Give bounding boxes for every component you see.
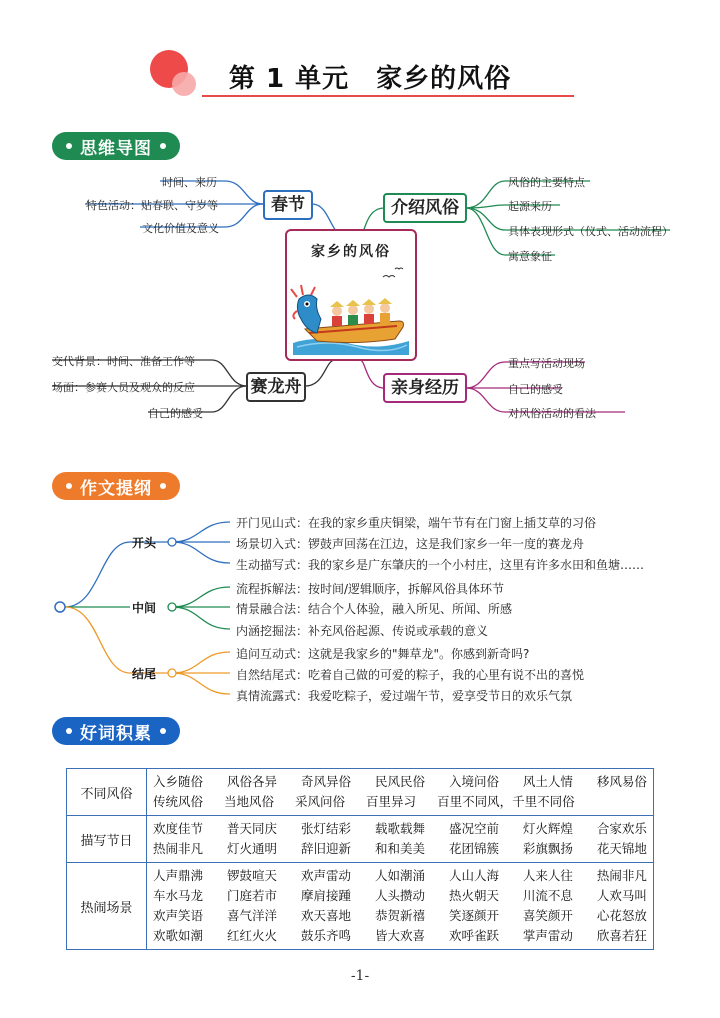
outline-kaitou-item: 生动描写式：我的家乡是广东肇庆的一个小村庄，这里有许多水田和鱼塘…… [236,558,645,572]
table-row [67,816,654,863]
vocab-word-row [153,866,647,886]
section-outline-label: 作文提纲 [80,478,152,499]
outline-zhongjian-item: 情景融合法：结合个人体验，融入所见、所闻、所感 [236,602,513,616]
mindmap-qinshen-item: 自己的感受 [508,383,563,396]
mindmap-jieshao-item: 风俗的主要特点 [508,176,585,189]
vocab-word: 摩肩接踵 [300,888,351,903]
outline-zhongjian-item: 流程拆解法：按时间/逻辑顺序，拆解风俗具体环节 [236,582,505,596]
vocab-words [147,816,654,863]
vocab-category: 热闹场景 [67,863,147,950]
vocab-word: 张灯结彩 [300,821,351,836]
vocab-word: 热火朝天 [448,888,499,903]
vocab-word: 喜气洋洋 [226,908,277,923]
vocab-word: 欢天喜地 [300,908,351,923]
vocab-word: 红红火火 [226,928,277,943]
vocab-word: 欢呼雀跃 [448,928,499,943]
dot-icon [66,483,72,489]
vocab-word: 普天同庆 [226,821,277,836]
vocab-word-row [153,792,647,812]
section-mindmap-label: 思维导图 [80,138,152,159]
table-row [67,863,654,950]
section-vocab-label: 好词积累 [80,723,152,744]
vocab-word: 皆大欢喜 [374,928,425,943]
vocab-word: 灯火辉煌 [522,821,573,836]
vocab-word: 欢度佳节 [153,821,204,836]
dragon-boat-illustration [287,259,415,359]
outline-node-jiewei: 结尾 [132,667,157,681]
vocab-word: 百里异习 [366,794,417,809]
table-row [67,769,654,816]
outline-kaitou-item: 场景切入式：锣鼓声回荡在江边，这是我们家乡一年一度的赛龙舟 [236,537,585,551]
vocab-word: 载歌载舞 [374,821,425,836]
outline-node-zhongjian: 中间 [132,601,157,615]
mindmap-jieshao-item: 寓意象征 [508,250,552,263]
section-outline-badge [52,472,180,500]
vocab-word: 采风问俗 [295,794,346,809]
vocab-word: 笑逐颜开 [448,908,499,923]
mindmap-sailongzhou-item: 自己的感受 [148,407,203,420]
vocab-word: 花团锦簇 [448,841,499,856]
mindmap-node-sailongzhou: 赛龙舟 [246,372,306,402]
vocab-word: 人来人往 [522,868,573,883]
vocab-word: 鼓乐齐鸣 [300,928,351,943]
dot-icon [160,483,166,489]
vocab-word: 人头攒动 [374,888,425,903]
vocab-word: 门庭若市 [226,888,277,903]
vocab-word: 欢声笑语 [153,908,204,923]
mindmap-node-qinshen: 亲身经历 [383,373,467,403]
vocab-category: 不同风俗 [67,769,147,816]
mindmap-chunjie-item: 特色活动：贴春联、守岁等 [86,199,218,212]
outline-jiewei-item: 追问互动式：这就是我家乡的"舞草龙"。你感到新奇吗? [236,647,530,661]
vocab-word: 移风易俗 [596,774,647,789]
vocab-word: 人如潮涌 [374,868,425,883]
vocab-word: 热闹非凡 [153,841,204,856]
vocab-word: 辞旧迎新 [300,841,351,856]
mindmap-qinshen-item: 重点写活动现场 [508,357,585,370]
mindmap-jieshao-item: 具体表现形式（仪式、活动流程） [508,225,673,238]
vocab-word: 风俗各异 [226,774,277,789]
vocab-word: 人山人海 [448,868,499,883]
mindmap-center [285,229,417,361]
vocab-word: 风土人情 [522,774,573,789]
mindmap-jieshao-item: 起源来历 [508,200,552,213]
outline-node-kaitou: 开头 [132,536,157,550]
vocab-word: 灯火通明 [226,841,277,856]
vocab-word: 欢声雷动 [300,868,351,883]
vocab-word: 热闹非凡 [596,868,647,883]
vocab-word-row [153,839,647,859]
dot-icon [160,728,166,734]
vocab-word: 欣喜若狂 [596,928,647,943]
page-title: 第 1 单元 家乡的风俗 [228,64,512,94]
vocab-word: 盛况空前 [448,821,499,836]
mindmap-sailongzhou-item: 交代背景：时间、准备工作等 [52,355,195,368]
vocab-word: 车水马龙 [153,888,204,903]
dot-icon [66,728,72,734]
vocab-word: 掌声雷动 [522,928,573,943]
page-number: -1- [350,968,370,984]
section-vocab-badge [52,717,180,745]
outline-kaitou-item: 开门见山式：在我的家乡重庆铜梁，端午节有在门窗上插艾草的习俗 [236,516,597,530]
vocab-category: 描写节日 [67,816,147,863]
mindmap-node-jieshao: 介绍风俗 [383,193,467,223]
vocab-word-row [153,906,647,926]
outline-jiewei-item: 自然结尾式：吃着自己做的可爱的粽子，我的心里有说不出的喜悦 [236,668,585,682]
vocab-word: 和和美美 [374,841,425,856]
mindmap-center-title: 家乡的风俗 [311,244,391,260]
vocab-word: 民风民俗 [374,774,425,789]
outline-zhongjian-item: 内涵挖掘法：补充风俗起源、传说或承载的意义 [236,624,489,638]
mindmap-chunjie-item: 文化价值及意义 [142,222,219,235]
mindmap-sailongzhou-item: 场面：参赛人员及观众的反应 [52,381,195,394]
vocab-word: 当地风俗 [224,794,275,809]
vocab-word: 花天锦地 [596,841,647,856]
vocab-word: 恭贺新禧 [374,908,425,923]
mindmap-chunjie-item: 时间、来历 [162,176,217,189]
vocab-word: 奇风异俗 [300,774,351,789]
vocab-word-row [153,926,647,946]
vocab-word: 人声鼎沸 [153,868,204,883]
vocab-word: 欢歌如潮 [153,928,204,943]
mindmap-node-chunjie: 春节 [263,190,313,220]
vocab-word-row [153,772,647,792]
vocab-word: 百里不同风，千里不同俗 [437,794,575,809]
vocab-word: 传统风俗 [153,794,204,809]
vocab-word-row [153,819,647,839]
vocab-word: 川流不息 [522,888,573,903]
vocab-words [147,863,654,950]
mindmap-qinshen-item: 对风俗活动的看法 [508,407,596,420]
vocab-word: 喜笑颜开 [522,908,573,923]
vocab-word-row [153,886,647,906]
vocab-word: 人欢马叫 [596,888,647,903]
vocab-word: 心花怒放 [596,908,647,923]
vocab-word: 彩旗飘扬 [522,841,573,856]
outline-jiewei-item: 真情流露式：我爱吃粽子，爱过端午节，爱享受节日的欢乐气氛 [236,689,573,703]
vocab-word: 锣鼓喧天 [226,868,277,883]
vocab-table [66,768,654,950]
vocab-word: 合家欢乐 [596,821,647,836]
vocab-word: 入境问俗 [448,774,499,789]
vocab-word: 入乡随俗 [153,774,204,789]
vocab-words [147,769,654,816]
